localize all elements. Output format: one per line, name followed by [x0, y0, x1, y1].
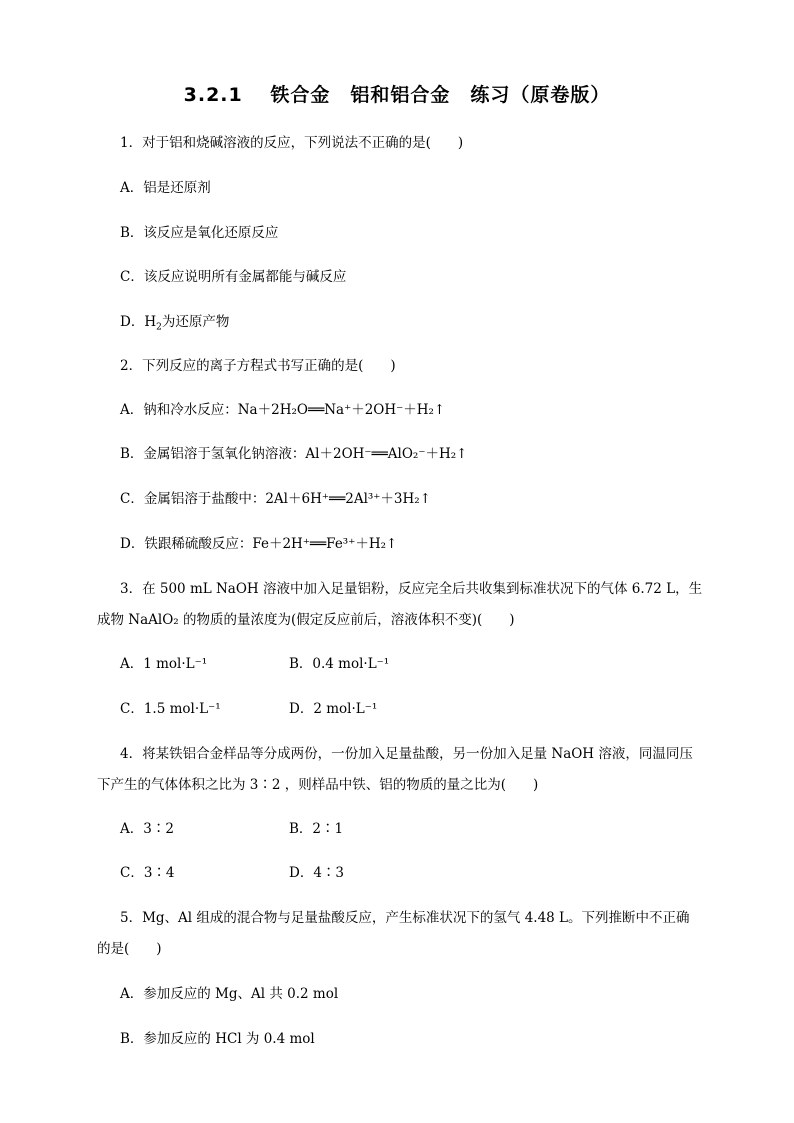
question-1-option-c: C．该反应说明所有金属都能与碱反应 [120, 269, 347, 285]
question-5-option-b: B．参加反应的 HCl 为 0.4 mol [120, 1031, 315, 1047]
page-title: 3.2.1 铁合金 铝和铝合金 练习（原卷版） [183, 84, 611, 106]
question-2-option-c: C．金属铝溶于盐酸中：2Al＋6H⁺══2Al³⁺＋3H₂↑ [120, 491, 432, 507]
question-3-stem-line-1: 3．在 500 mL NaOH 溶液中加入足量铝粉，反应完全后共收集到标准状况下的气体 6.72 L，生 [120, 581, 703, 597]
option-d-subscript: 2 [156, 322, 162, 333]
question-4-option-a: A．3∶2 [120, 821, 174, 837]
question-1-option-b: B．该反应是氧化还原反应 [120, 225, 279, 241]
question-5-stem-line-2: 的是( ) [97, 941, 162, 957]
question-4-stem-line-1: 4．将某铁铝合金样品等分成两份，一份加入足量盐酸，另一份加入足量 NaOH 溶液，同温同压 [120, 746, 693, 762]
question-4-option-c: C．3∶4 [120, 865, 175, 881]
question-5-option-a: A．参加反应的 Mg、Al 共 0.2 mol [120, 986, 339, 1002]
question-2-option-d: D．铁跟稀硫酸反应：Fe＋2H⁺══Fe³⁺＋H₂↑ [120, 536, 398, 552]
question-2-option-b: B．金属铝溶于氢氧化钠溶液：Al＋2OH⁻══AlO₂⁻＋H₂↑ [120, 446, 468, 462]
option-d-prefix: D．H [120, 314, 157, 330]
question-1-option-a: A．铝是还原剂 [120, 180, 211, 196]
question-3-option-c: C．1.5 mol·L⁻¹ [120, 701, 221, 717]
question-2-stem: 2．下列反应的离子方程式书写正确的是( ) [120, 358, 396, 374]
question-4-option-d: D．4∶3 [289, 865, 345, 881]
question-3-stem-line-2: 成物 NaAlO₂ 的物质的量浓度为(假定反应前后，溶液体积不变)( ) [97, 612, 515, 628]
question-3-option-b: B．0.4 mol·L⁻¹ [289, 656, 390, 672]
question-4-stem-line-2: 下产生的气体体积之比为 3∶2 ，则样品中铁、铝的物质的量之比为( ) [97, 777, 539, 793]
question-4-option-b: B．2∶1 [289, 821, 344, 837]
question-3-option-a: A．1 mol·L⁻¹ [120, 656, 208, 672]
question-1-stem: 1．对于铝和烧碱溶液的反应，下列说法不正确的是( ) [120, 135, 464, 151]
question-1-option-d [120, 313, 229, 331]
question-2-option-a: A．钠和冷水反应：Na＋2H₂O══Na⁺＋2OH⁻＋H₂↑ [120, 402, 446, 418]
question-5-stem-line-1: 5．Mg、Al 组成的混合物与足量盐酸反应，产生标准状况下的氢气 4.48 L。下列推断中不正确 [120, 910, 690, 926]
question-3-option-d: D．2 mol·L⁻¹ [289, 701, 378, 717]
option-d-suffix: 为还原产物 [161, 314, 230, 330]
